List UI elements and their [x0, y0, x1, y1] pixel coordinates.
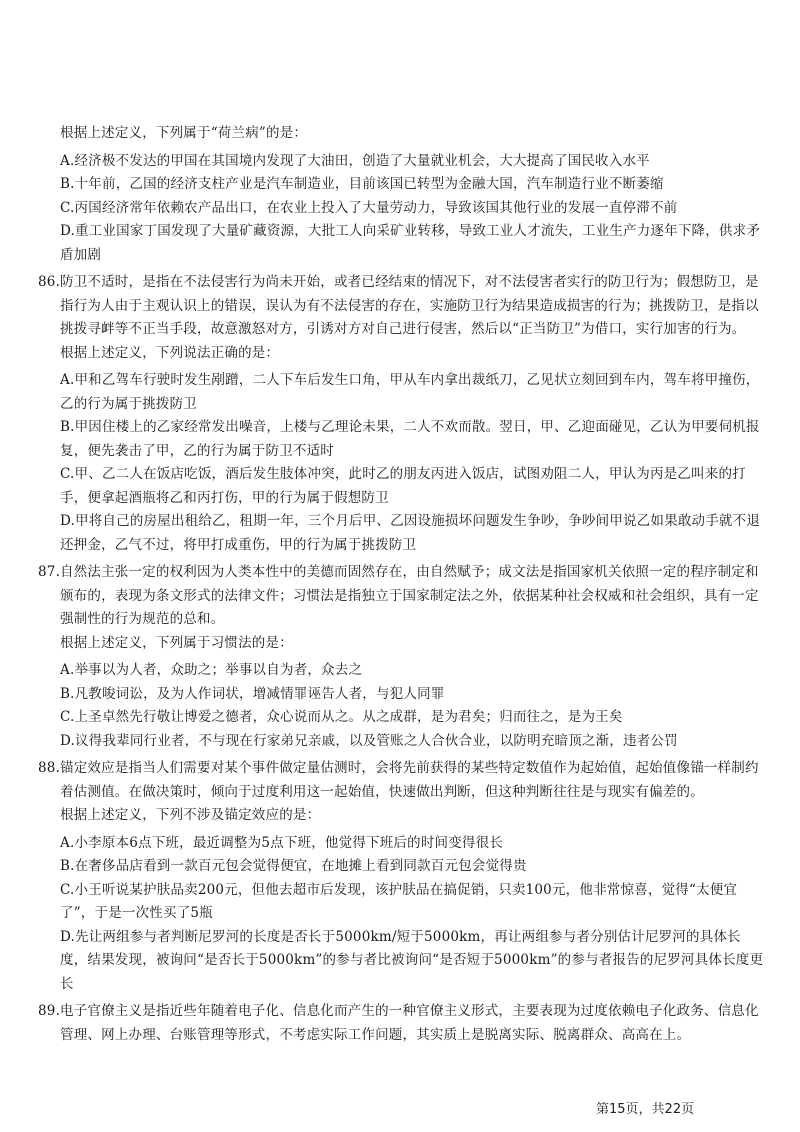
question-stem: 锚定效应是指当人们需要对某个事件做定量估测时，会将先前获得的某些特定数值作为起始值，起始值像锚一样制约着估测值。在做决策时，倾向于过度利用这一起始值，快速做出判断，但这种判断往往是与现实有偏差的。 [60, 760, 759, 800]
option-a: A.经济极不发达的甲国在其国境内发现了大油田，创造了大量就业机会，大大提高了国民收入水平 [60, 152, 650, 169]
question-number: 88. [38, 760, 61, 776]
question-prompt: 根据上述定义，下列说法正确的是： [60, 344, 280, 361]
option-c: C.甲、乙二人在饭店吃饭，酒后发生肢体冲突，此时乙的朋友丙进入饭店，试图劝阻二人，甲认为丙是乙叫来的打手，便拿起酒瓶将乙和丙打伤，甲的行为属于假想防卫 [60, 466, 746, 506]
option-b: B.凡教唆词讼，及为人作词状，增减情罪诬告人者，与犯人同罪 [60, 685, 445, 702]
question-prompt: 根据上述定义，下列不涉及锚定效应的是： [60, 807, 321, 823]
question-86 [38, 271, 768, 557]
option-c: C.小王听说某护肤品卖200元，但他去超市后发现，该护肤品在搞促销，只卖100元，他非常惊喜，觉得“太便宜了”，于是一次性买了5瓶 [60, 881, 738, 921]
option-b: B.十年前，乙国的经济支柱产业是汽车制造业，目前该国已转型为金融大国，汽车制造行业不断萎缩 [60, 176, 664, 192]
question-number: 87. [38, 564, 61, 580]
question-89 [38, 1000, 768, 1047]
question-87 [38, 561, 768, 753]
question-number: 89. [38, 1003, 61, 1019]
option-a: A.举事以为人者，众助之；举事以自为者，众去之 [60, 662, 363, 678]
question-number: 86. [38, 274, 61, 290]
option-c: C.丙国经济常年依赖农产品出口，在农业上投入了大量劳动力，导致该国其他行业的发展一直停滞不前 [60, 199, 678, 216]
option-a: A.甲和乙驾车行驶时发生剐蹭，二人下车后发生口角，甲从车内拿出裁纸刀，乙见状立刻回到车内，驾车将甲撞伤，乙的行为属于挑拨防卫 [60, 372, 760, 412]
question-prompt: 根据上述定义，下列属于“荷兰病”的是： [60, 125, 308, 141]
question-stem: 防卫不适时，是指在不法侵害行为尚未开始，或者已经结束的情况下，对不法侵害者实行的防卫行为；假想防卫，是指行为人由于主观认识上的错误，误认为有不法侵害的存在，实施防卫行为结果造成损害的行为；挑拨防卫，是指以挑拨寻衅等不正当手段，故意激怒对方，引诱对方对自己进行侵害，然后以“正当防卫”为借口，实行加害的行为。 [60, 274, 759, 337]
question-88 [38, 757, 768, 996]
option-b: B.在奢侈品店看到一款百元包会觉得便宜，在地摊上看到同款百元包会觉得贵 [60, 858, 527, 874]
page-content [38, 122, 768, 1047]
option-d: D.先让两组参与者判断尼罗河的长度是否长于5000km/短于5000km，再让两组参与者分别估计尼罗河的具体长度，结果发现，被询问“是否长于5000km”的参与者比被询问“是否短于5000km”的参与者报告的尼罗河具体长度更长 [60, 928, 764, 992]
question-prompt: 根据上述定义，下列属于习惯法的是： [60, 634, 293, 651]
prev-question [38, 122, 768, 267]
option-d: D.议得我辈同行业者，不与现在行家弟兄亲戚，以及管账之人合伙合业，以防明充暗顶之渐，违者公罚 [60, 732, 678, 749]
option-c: C.上圣卓然先行敬让博爱之德者，众心说而从之。从之成群，是为君矣；归而往之，是为王矣 [60, 709, 623, 725]
question-stem: 电子官僚主义是指近些年随着电子化、信息化而产生的一种官僚主义形式，主要表现为过度依赖电子化政务、信息化管理、网上办理、台账管理等形式，不考虑实际工作问题，其实质上是脱离实际、脱离群众、高高在上。 [60, 1003, 759, 1043]
option-d: D.甲将自己的房屋出租给乙，租期一年，三个月后甲、乙因设施损坏问题发生争吵，争吵间甲说乙如果敢动手就不退还押金，乙气不过，将甲打成重伤，甲的行为属于挑拨防卫 [60, 513, 761, 553]
page-number: 第15页，共22页 [596, 1102, 695, 1117]
option-a: A.小李原本6点下班，最近调整为5点下班，他觉得下班后的时间变得很长 [60, 834, 504, 851]
option-d: D.重工业国家丁国发现了大量矿藏资源，大批工人向采矿业转移，导致工业人才流失，工业生产力逐年下降，供求矛盾加剧 [60, 223, 761, 263]
question-stem: 自然法主张一定的权利因为人类本性中的美德而固然存在，由自然赋予；成文法是指国家机关依照一定的程序制定和颁布的，表现为条文形式的法律文件；习惯法是指独立于国家制定法之外，依据某种社会权威和社会组织，具有一定强制性的行为规范的总和。 [60, 564, 759, 627]
option-b: B.甲因住楼上的乙家经常发出噪音，上楼与乙理论未果，二人不欢而散。翌日，甲、乙迎面碰见，乙认为甲要伺机报复，便先袭击了甲，乙的行为属于防卫不适时 [60, 419, 760, 459]
